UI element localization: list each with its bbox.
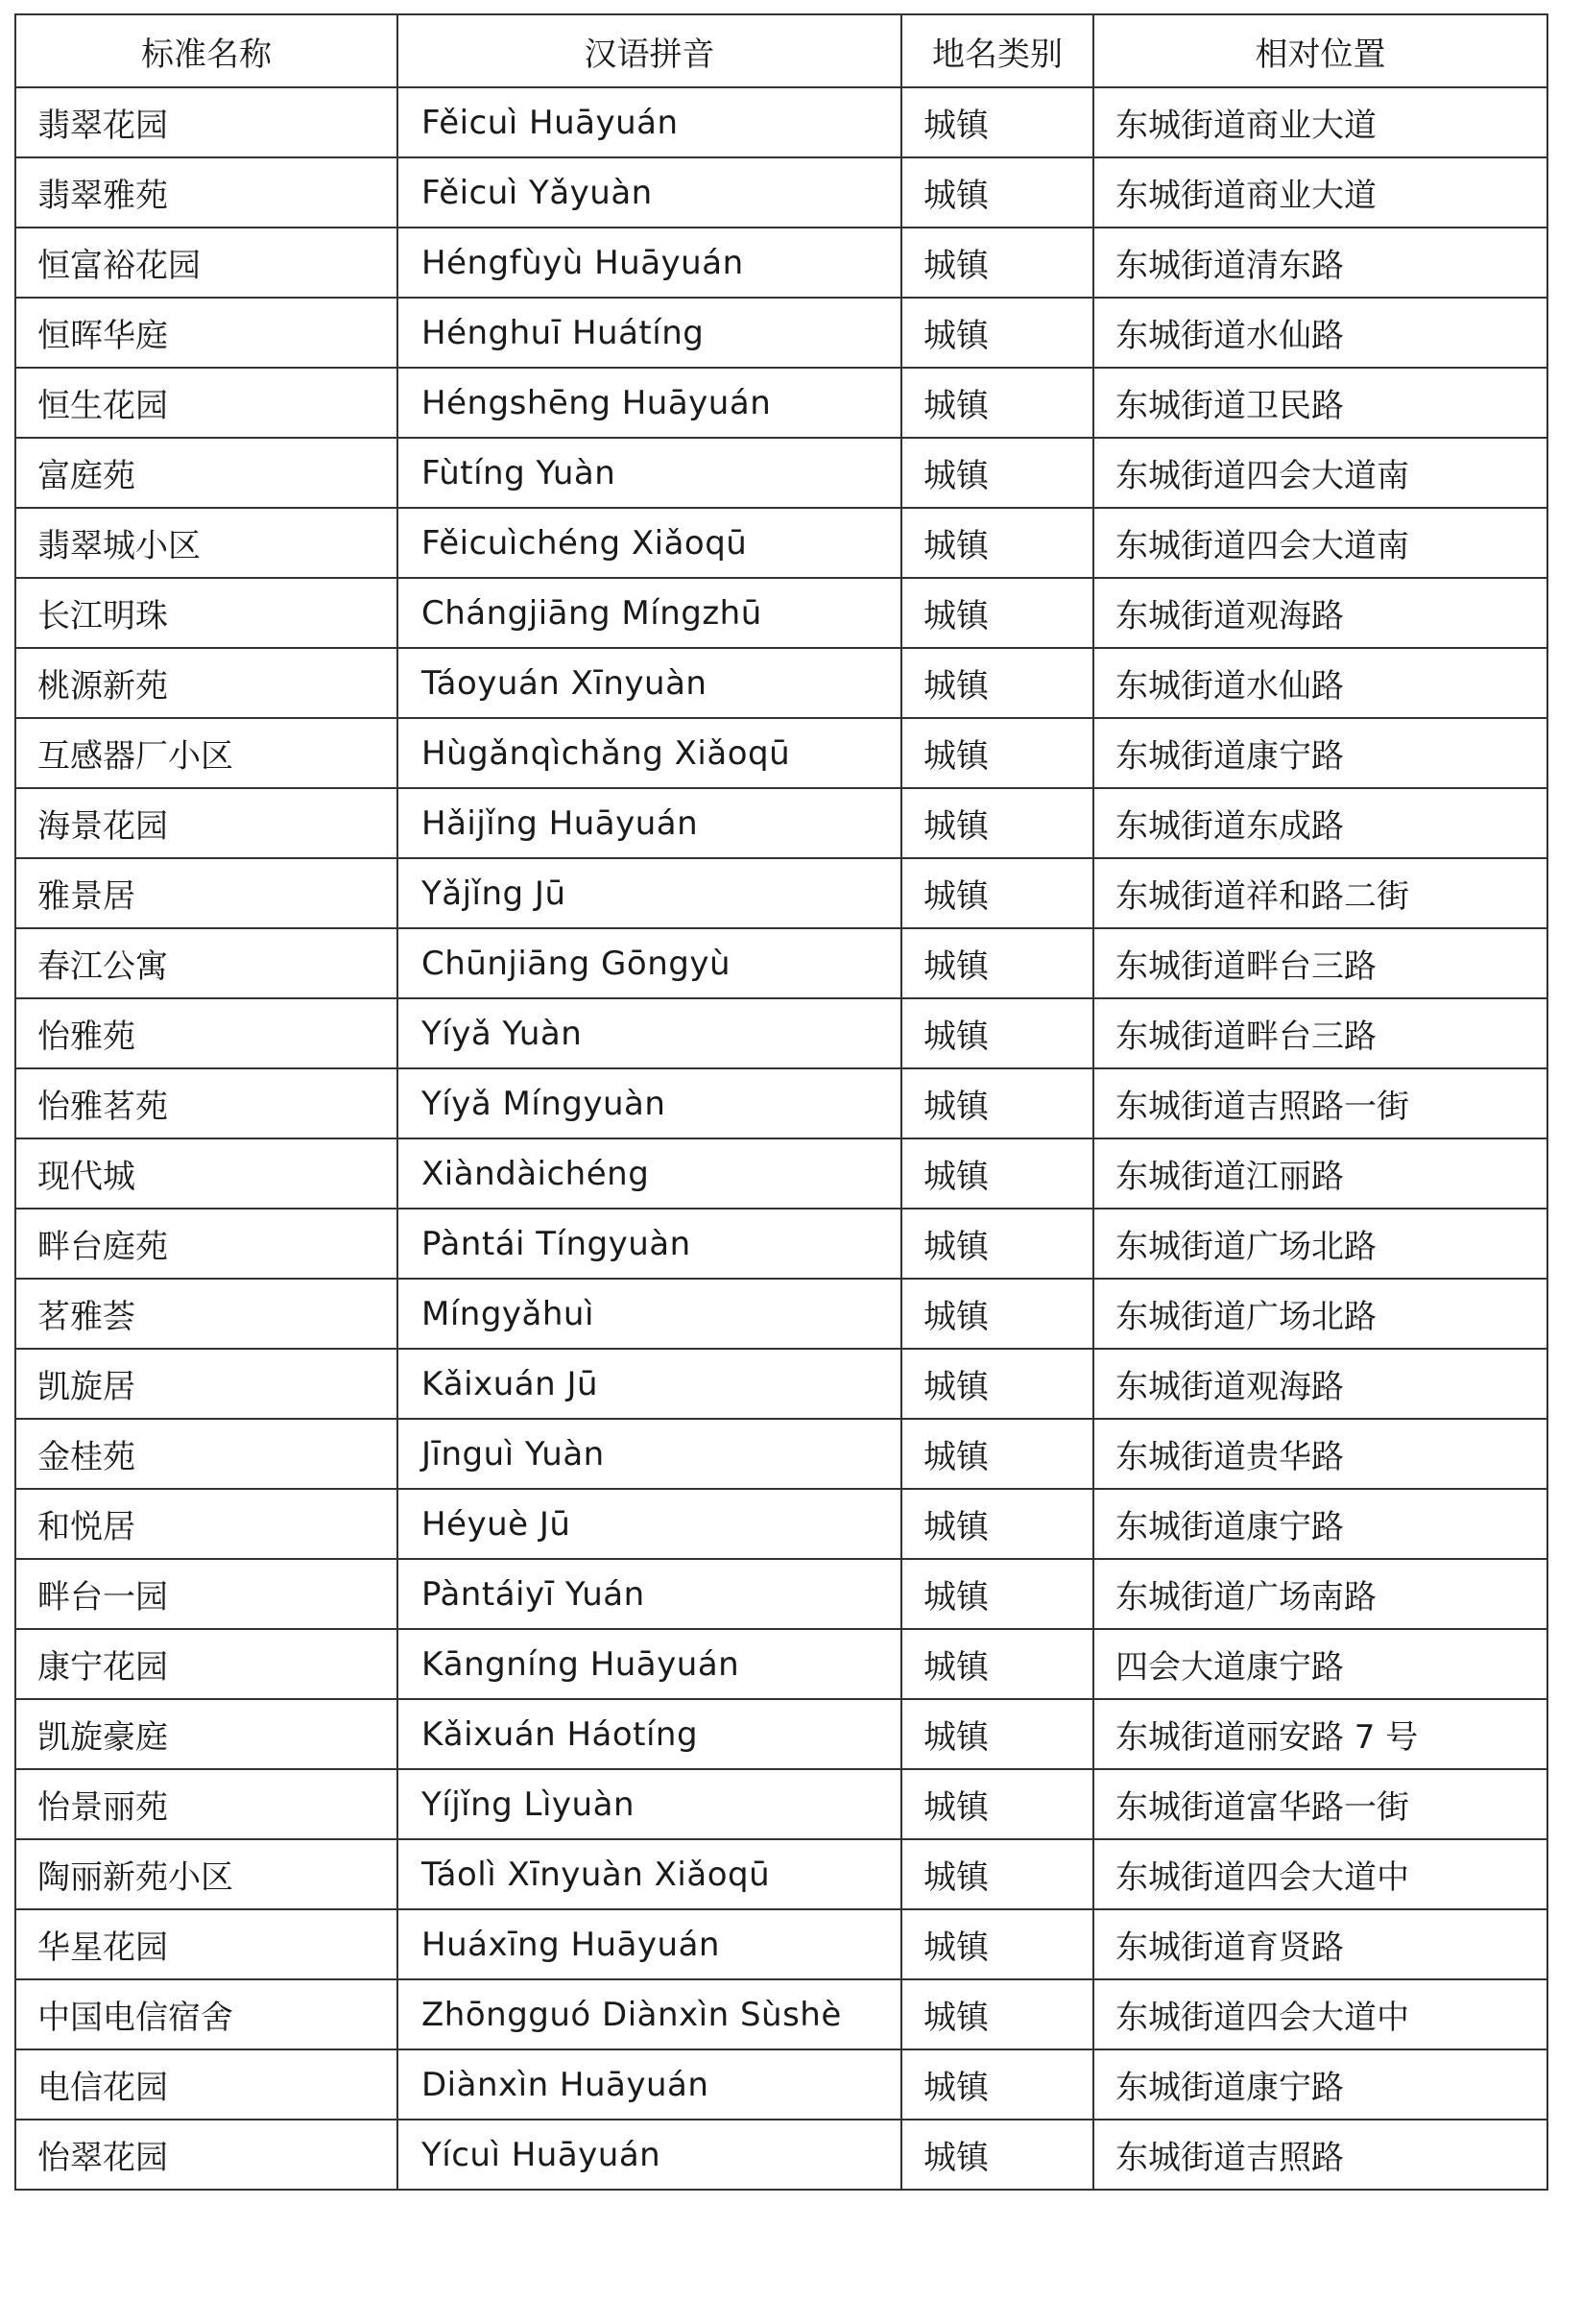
cell-category: 城镇 [901,1559,1093,1629]
cell-location: 东城街道东成路 [1093,788,1547,858]
cell-standard-name: 凯旋豪庭 [15,1699,397,1769]
table-row [15,1068,1547,1138]
cell-pinyin: Chūnjiāng Gōngyù [397,928,901,998]
header-row [15,14,1547,87]
cell-standard-name: 恒富裕花园 [15,228,397,298]
cell-pinyin: Fěicuìchéng Xiǎoqū [397,508,901,578]
cell-category: 城镇 [901,788,1093,858]
cell-category: 城镇 [901,1979,1093,2049]
cell-category: 城镇 [901,1699,1093,1769]
cell-category: 城镇 [901,298,1093,368]
cell-standard-name: 海景花园 [15,788,397,858]
header-category: 地名类别 [901,14,1093,87]
cell-location: 东城街道观海路 [1093,1349,1547,1419]
cell-category: 城镇 [901,87,1093,157]
cell-location: 东城街道广场北路 [1093,1279,1547,1349]
cell-category: 城镇 [901,1068,1093,1138]
cell-location: 东城街道商业大道 [1093,157,1547,228]
cell-pinyin: Hǎijǐng Huāyuán [397,788,901,858]
cell-location: 东城街道商业大道 [1093,87,1547,157]
cell-location: 东城街道广场北路 [1093,1209,1547,1279]
cell-pinyin: Fùtíng Yuàn [397,438,901,508]
cell-location: 东城街道吉照路一街 [1093,1068,1547,1138]
cell-category: 城镇 [901,368,1093,438]
table-row [15,1559,1547,1629]
table-row [15,1629,1547,1699]
cell-pinyin: Táoyuán Xīnyuàn [397,648,901,718]
header-standard-name: 标准名称 [15,14,397,87]
cell-standard-name: 怡雅苑 [15,998,397,1068]
cell-category: 城镇 [901,2049,1093,2120]
cell-category: 城镇 [901,718,1093,788]
table-row [15,928,1547,998]
cell-pinyin: Fěicuì Yǎyuàn [397,157,901,228]
cell-standard-name: 康宁花园 [15,1629,397,1699]
cell-standard-name: 畔台一园 [15,1559,397,1629]
cell-standard-name: 春江公寓 [15,928,397,998]
cell-pinyin: Xiàndàichéng [397,1138,901,1209]
table-row [15,508,1547,578]
cell-category: 城镇 [901,157,1093,228]
cell-standard-name: 怡翠花园 [15,2120,397,2190]
cell-location: 东城街道畔台三路 [1093,998,1547,1068]
cell-location: 东城街道江丽路 [1093,1138,1547,1209]
cell-category: 城镇 [901,1138,1093,1209]
cell-pinyin: Pàntáiyī Yuán [397,1559,901,1629]
cell-pinyin: Yíyǎ Yuàn [397,998,901,1068]
cell-pinyin: Pàntái Tíngyuàn [397,1209,901,1279]
cell-pinyin: Héngshēng Huāyuán [397,368,901,438]
cell-category: 城镇 [901,508,1093,578]
cell-category: 城镇 [901,998,1093,1068]
cell-category: 城镇 [901,1909,1093,1979]
cell-standard-name: 金桂苑 [15,1419,397,1489]
header-location: 相对位置 [1093,14,1547,87]
cell-standard-name: 怡雅茗苑 [15,1068,397,1138]
cell-location: 东城街道丽安路 7 号 [1093,1699,1547,1769]
table-row [15,2049,1547,2120]
header-pinyin: 汉语拼音 [397,14,901,87]
cell-standard-name: 华星花园 [15,1909,397,1979]
table-row [15,1489,1547,1559]
cell-standard-name: 怡景丽苑 [15,1769,397,1839]
cell-pinyin: Kǎixuán Jū [397,1349,901,1419]
cell-category: 城镇 [901,1209,1093,1279]
table-row [15,1979,1547,2049]
cell-standard-name: 翡翠雅苑 [15,157,397,228]
cell-location: 东城街道育贤路 [1093,1909,1547,1979]
cell-category: 城镇 [901,2120,1093,2190]
table-row [15,1909,1547,1979]
table-row [15,1138,1547,1209]
cell-category: 城镇 [901,648,1093,718]
cell-standard-name: 恒晖华庭 [15,298,397,368]
cell-location: 东城街道畔台三路 [1093,928,1547,998]
cell-standard-name: 和悦居 [15,1489,397,1559]
cell-category: 城镇 [901,1769,1093,1839]
table-row [15,1839,1547,1909]
cell-location: 东城街道四会大道中 [1093,1839,1547,1909]
cell-location: 东城街道贵华路 [1093,1419,1547,1489]
cell-pinyin: Míngyǎhuì [397,1279,901,1349]
table-row [15,718,1547,788]
cell-category: 城镇 [901,1489,1093,1559]
cell-standard-name: 茗雅荟 [15,1279,397,1349]
cell-category: 城镇 [901,858,1093,928]
cell-location: 东城街道卫民路 [1093,368,1547,438]
cell-pinyin: Hénghuī Huátíng [397,298,901,368]
table-row [15,648,1547,718]
table-row [15,858,1547,928]
cell-location: 东城街道四会大道南 [1093,438,1547,508]
cell-pinyin: Chángjiāng Míngzhū [397,578,901,648]
table-header [15,14,1547,87]
cell-location: 东城街道康宁路 [1093,718,1547,788]
table-row [15,1349,1547,1419]
cell-location: 东城街道康宁路 [1093,1489,1547,1559]
table-body [15,87,1547,2190]
cell-pinyin: Fěicuì Huāyuán [397,87,901,157]
table-row [15,298,1547,368]
cell-pinyin: Yíjǐng Lìyuàn [397,1769,901,1839]
cell-pinyin: Yíyǎ Míngyuàn [397,1068,901,1138]
cell-pinyin: Zhōngguó Diànxìn Sùshè [397,1979,901,2049]
cell-location: 东城街道富华路一街 [1093,1769,1547,1839]
cell-location: 东城街道康宁路 [1093,2049,1547,2120]
cell-category: 城镇 [901,1839,1093,1909]
cell-location: 东城街道水仙路 [1093,648,1547,718]
cell-category: 城镇 [901,928,1093,998]
cell-standard-name: 中国电信宿舍 [15,1979,397,2049]
table-row [15,788,1547,858]
table-row [15,368,1547,438]
cell-pinyin: Yǎjǐng Jū [397,858,901,928]
cell-pinyin: Huáxīng Huāyuán [397,1909,901,1979]
table-row [15,1699,1547,1769]
table-row [15,228,1547,298]
cell-location: 东城街道广场南路 [1093,1559,1547,1629]
cell-standard-name: 恒生花园 [15,368,397,438]
cell-location: 东城街道吉照路 [1093,2120,1547,2190]
table-row [15,578,1547,648]
place-name-table [14,13,1548,2191]
cell-standard-name: 凯旋居 [15,1349,397,1419]
cell-standard-name: 畔台庭苑 [15,1209,397,1279]
table-row [15,1279,1547,1349]
cell-category: 城镇 [901,1629,1093,1699]
cell-pinyin: Kǎixuán Háotíng [397,1699,901,1769]
table-row [15,2120,1547,2190]
cell-standard-name: 桃源新苑 [15,648,397,718]
cell-standard-name: 翡翠花园 [15,87,397,157]
cell-pinyin: Kāngníng Huāyuán [397,1629,901,1699]
table-row [15,157,1547,228]
cell-standard-name: 富庭苑 [15,438,397,508]
cell-category: 城镇 [901,1349,1093,1419]
cell-standard-name: 翡翠城小区 [15,508,397,578]
cell-pinyin: Yícuì Huāyuán [397,2120,901,2190]
cell-category: 城镇 [901,1419,1093,1489]
cell-pinyin: Hùgǎnqìchǎng Xiǎoqū [397,718,901,788]
cell-standard-name: 长江明珠 [15,578,397,648]
cell-category: 城镇 [901,578,1093,648]
table-row [15,1769,1547,1839]
cell-location: 东城街道清东路 [1093,228,1547,298]
cell-pinyin: Jīnguì Yuàn [397,1419,901,1489]
cell-pinyin: Héyuè Jū [397,1489,901,1559]
cell-location: 东城街道水仙路 [1093,298,1547,368]
cell-standard-name: 现代城 [15,1138,397,1209]
cell-location: 东城街道祥和路二街 [1093,858,1547,928]
table-row [15,998,1547,1068]
cell-pinyin: Táolì Xīnyuàn Xiǎoqū [397,1839,901,1909]
cell-category: 城镇 [901,438,1093,508]
cell-location: 东城街道观海路 [1093,578,1547,648]
cell-pinyin: Diànxìn Huāyuán [397,2049,901,2120]
cell-location: 东城街道四会大道中 [1093,1979,1547,2049]
cell-location: 东城街道四会大道南 [1093,508,1547,578]
cell-standard-name: 雅景居 [15,858,397,928]
table-row [15,438,1547,508]
cell-standard-name: 电信花园 [15,2049,397,2120]
cell-category: 城镇 [901,1279,1093,1349]
table-row [15,1419,1547,1489]
cell-standard-name: 互感器厂小区 [15,718,397,788]
cell-category: 城镇 [901,228,1093,298]
cell-pinyin: Héngfùyù Huāyuán [397,228,901,298]
cell-location: 四会大道康宁路 [1093,1629,1547,1699]
cell-standard-name: 陶丽新苑小区 [15,1839,397,1909]
table-row [15,1209,1547,1279]
table-row [15,87,1547,157]
